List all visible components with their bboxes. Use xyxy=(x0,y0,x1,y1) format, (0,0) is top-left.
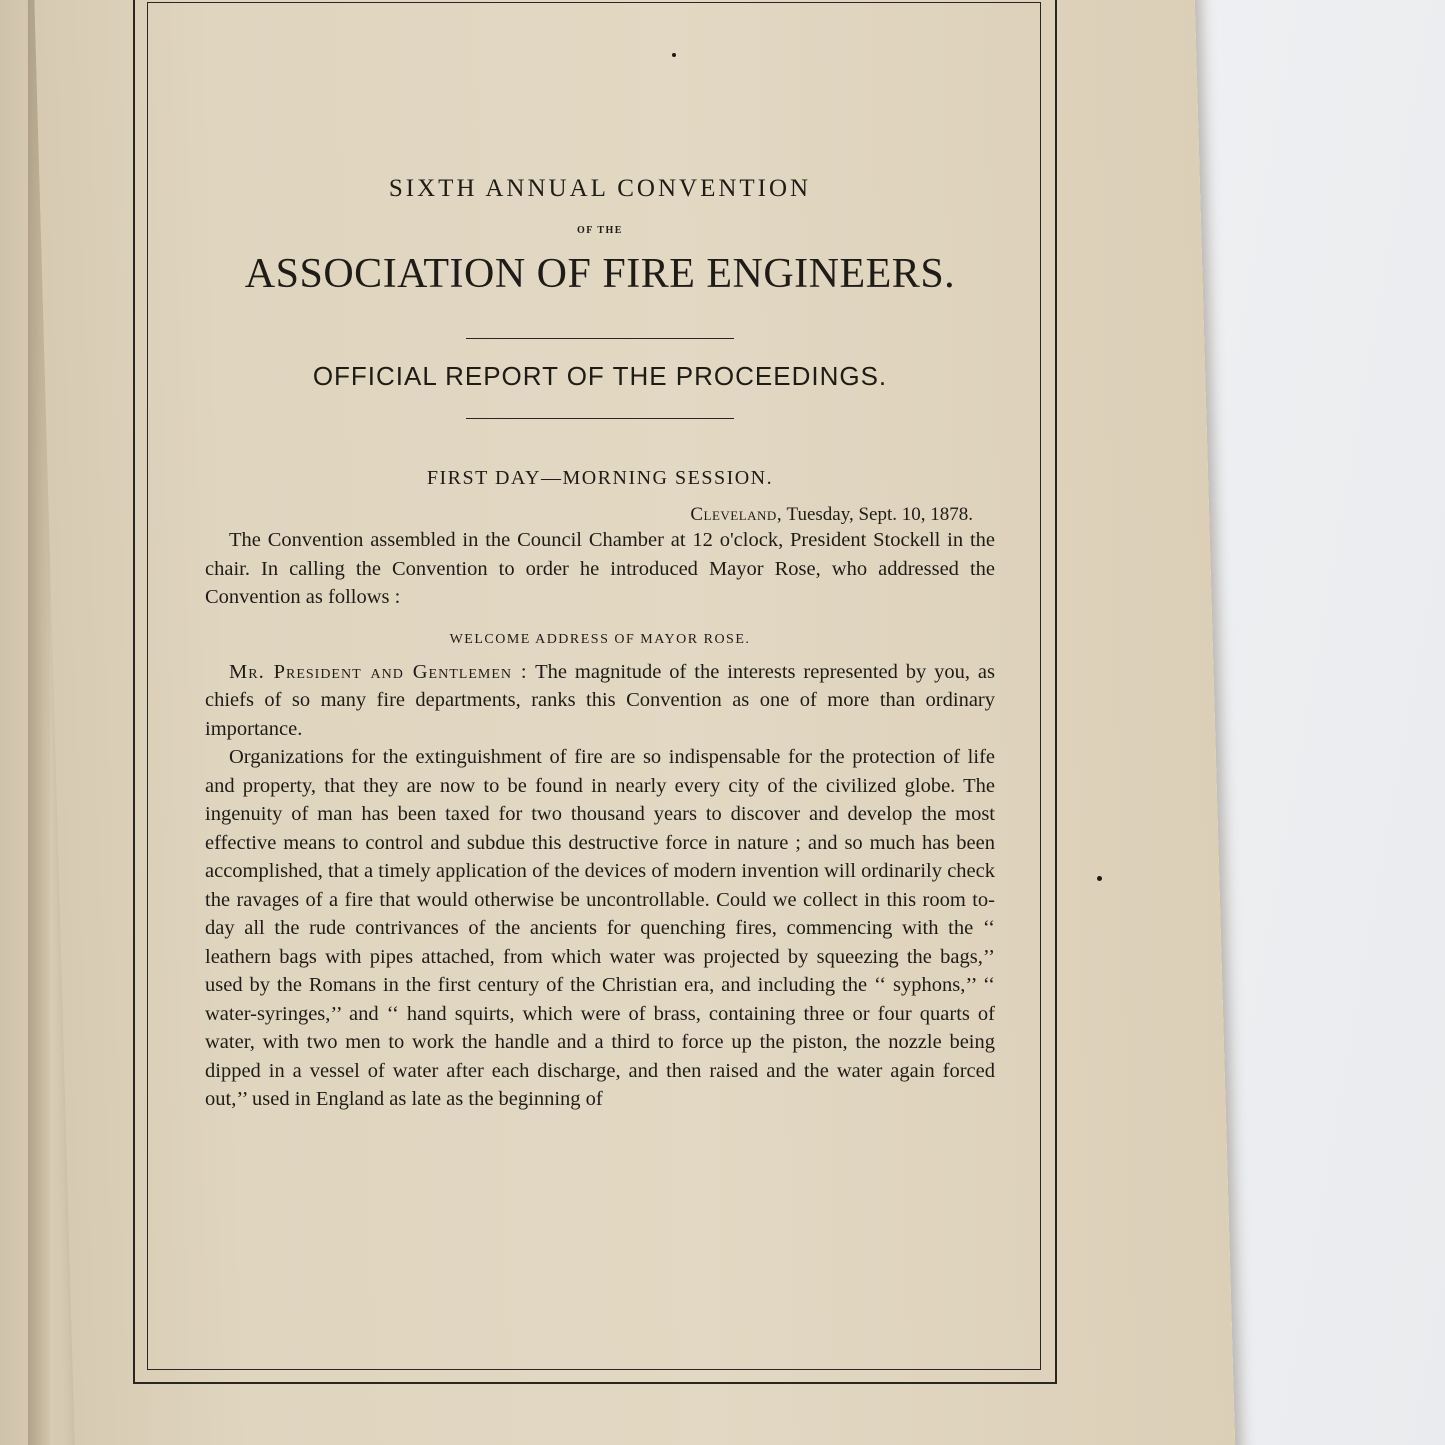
address-paragraph-2: Organizations for the extinguishment of fire are so indispensable for the protection of life and property, that they are now to be found in nearly every city of the civilized globe. The ingenuity of man has been taxed for two thousand years to discover and develop the most effective means to control and subdue this destructive force in nature ; and so much has been accomplished, that a timely application of the devices of modern invention will ordinarily check the ravages of a fire that would otherwise be uncontrollable. Could we collect in this room to-day all the rude contrivances of the ancients for quenching fires, commencing with the ‘‘ leathern bags with pipes attached, from which water was projected by squeezing the bags,’’ used by the Romans in the first century of the Christian era, and including the ‘‘ syphons,’’ ‘‘ water-syringes,’’ and ‘‘ hand squirts, which were of brass, containing three or four quarts of water, with two men to work the handle and a third to force up the piston, the nozzle being dipped in a vessel of water after each discharge, and then raised and the water again forced out,’’ used in England as late as the beginning of xyxy=(205,746,995,1110)
address-paragraph-1 xyxy=(205,658,995,744)
paper-speck xyxy=(1097,876,1102,881)
paper-speck xyxy=(672,53,676,57)
salutation: Mr. President and Gentlemen : xyxy=(229,660,528,683)
page-content xyxy=(205,175,995,1114)
welcome-heading: WELCOME ADDRESS OF MAYOR ROSE. xyxy=(449,631,751,647)
divider-rule xyxy=(466,338,734,339)
session-heading: FIRST DAY—MORNING SESSION. xyxy=(426,467,774,489)
heading-line1: SIXTH ANNUAL CONVENTION xyxy=(388,175,812,202)
dateline-date: Tuesday, Sept. 10, 1878. xyxy=(786,504,973,525)
dateline xyxy=(205,504,973,526)
intro-paragraph: The Convention assembled in the Council Chamber at 12 o'clock, President Stockell in the chair. In calling the Convention to order he introduced Mayor Rose, who addressed the Convention as follows : xyxy=(205,529,995,608)
book-page xyxy=(34,0,1236,1445)
dateline-place: Cleveland, xyxy=(690,504,783,525)
address-paragraph-1-text: The magnitude of the interests represented by you, as chiefs of so many fire departments, ranks this Convention as one of more than ordinary importance. xyxy=(205,660,995,740)
heading-main: ASSOCIATION OF FIRE ENGINEERS. xyxy=(244,251,956,297)
page-inner xyxy=(55,0,1215,1445)
report-subtitle: OFFICIAL REPORT OF THE PROCEEDINGS. xyxy=(312,361,888,391)
heading-connector: OF THE xyxy=(577,225,623,237)
divider-rule xyxy=(466,418,734,419)
